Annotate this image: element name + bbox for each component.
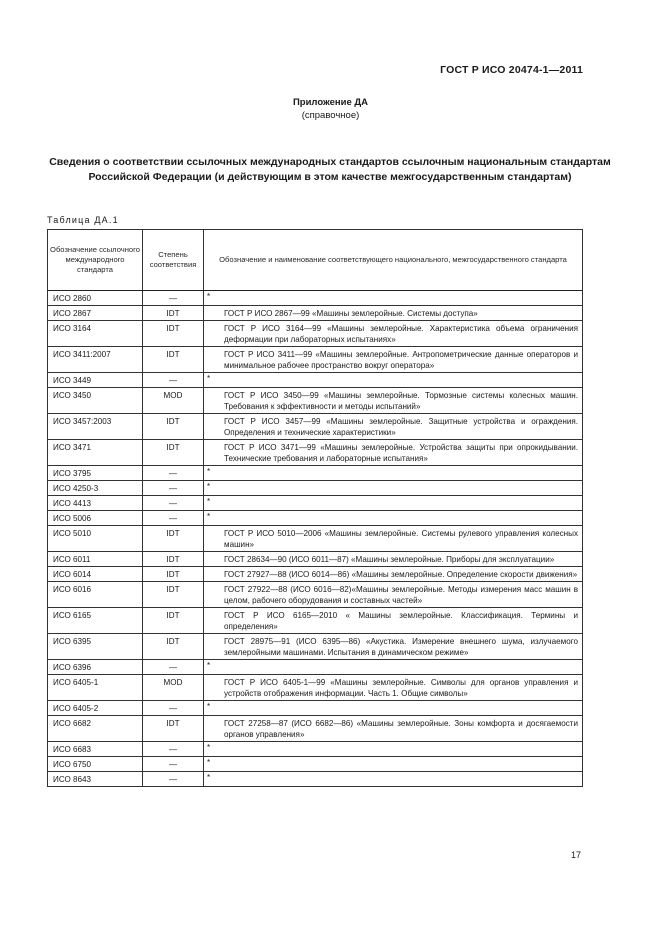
- national-standard-text: *: [207, 497, 211, 506]
- national-standard-text: *: [207, 773, 211, 782]
- national-standard-text: ГОСТ Р ИСО 3450—99 «Машины землеройные. Тормозные системы колесных машин. Требования к эффективности и методы испытаний»: [224, 391, 578, 411]
- degree-cell: —: [143, 291, 204, 306]
- international-standard-cell: ИСО 3411:2007: [48, 347, 143, 373]
- degree-cell: —: [143, 757, 204, 772]
- international-standard-cell: ИСО 6682: [48, 716, 143, 742]
- degree-cell: —: [143, 701, 204, 716]
- international-standard-cell: ИСО 2860: [48, 291, 143, 306]
- national-standard-text: *: [207, 661, 211, 670]
- international-standard-cell: ИСО 3471: [48, 440, 143, 466]
- degree-cell: —: [143, 511, 204, 526]
- national-standard-cell: [204, 414, 583, 440]
- national-standard-text: *: [207, 743, 211, 752]
- table-row: [48, 552, 583, 567]
- degree-cell: IDT: [143, 582, 204, 608]
- international-standard-cell: ИСО 6396: [48, 660, 143, 675]
- international-standard-cell: ИСО 8643: [48, 772, 143, 787]
- national-standard-cell: [204, 481, 583, 496]
- international-standard-cell: ИСО 3795: [48, 466, 143, 481]
- international-standard-cell: ИСО 4413: [48, 496, 143, 511]
- table-row: [48, 347, 583, 373]
- table-row: [48, 466, 583, 481]
- national-standard-text: ГОСТ Р ИСО 3164—99 «Машины землеройные. Характеристика объема ограничения деформации при лабораторных испытаниях»: [224, 324, 578, 344]
- page-number: 17: [570, 850, 581, 860]
- national-standard-text: ГОСТ Р ИСО 3457—99 «Машины землеройные. Защитные устройства и ограждения. Определения и технические характеристики»: [224, 417, 578, 437]
- table-row: [48, 496, 583, 511]
- national-standard-text: ГОСТ 28975—91 (ИСО 6395—86) «Акустика. Измерение внешнего шума, излучаемого землеройными машинами. Испытания в динамическом режиме»: [224, 637, 578, 657]
- table-row: [48, 772, 583, 787]
- national-standard-cell: [204, 347, 583, 373]
- degree-cell: MOD: [143, 388, 204, 414]
- degree-cell: IDT: [143, 634, 204, 660]
- national-standard-text: ГОСТ Р ИСО 3471—99 «Машины землеройные. Устройства защиты при опрокидывании. Технические требования и лабораторные испытания»: [224, 443, 578, 463]
- degree-cell: —: [143, 373, 204, 388]
- international-standard-cell: ИСО 3164: [48, 321, 143, 347]
- table-row: [48, 675, 583, 701]
- appendix-title: Приложение ДА: [292, 97, 369, 108]
- national-standard-cell: [204, 466, 583, 481]
- document-code: ГОСТ Р ИСО 20474-1—2011: [440, 64, 583, 76]
- national-standard-cell: [204, 567, 583, 582]
- table-row: [48, 388, 583, 414]
- national-standard-cell: [204, 321, 583, 347]
- national-standard-cell: [204, 552, 583, 567]
- national-standard-cell: [204, 772, 583, 787]
- national-standard-cell: [204, 757, 583, 772]
- degree-cell: —: [143, 660, 204, 675]
- international-standard-cell: ИСО 6405-1: [48, 675, 143, 701]
- degree-cell: IDT: [143, 608, 204, 634]
- degree-cell: IDT: [143, 567, 204, 582]
- international-standard-cell: ИСО 6405-2: [48, 701, 143, 716]
- international-standard-cell: ИСО 3449: [48, 373, 143, 388]
- national-standard-text: ГОСТ 27258—87 (ИСО 6682—86) «Машины землеройные. Зоны комфорта и досягаемости органов управления»: [224, 719, 578, 739]
- national-standard-text: ГОСТ 28634—90 (ИСО 6011—87) «Машины землеройные. Приборы для эксплуатации»: [224, 555, 555, 564]
- international-standard-cell: ИСО 6165: [48, 608, 143, 634]
- table-row: [48, 634, 583, 660]
- national-standard-cell: [204, 526, 583, 552]
- national-standard-cell: [204, 634, 583, 660]
- degree-cell: IDT: [143, 716, 204, 742]
- national-standard-text: ГОСТ 27922—88 (ИСО 6016—82)«Машины землеройные. Методы измерения масс машин в целом, рабочего оборудования и составных частей»: [224, 585, 578, 605]
- table-row: [48, 306, 583, 321]
- national-standard-text: *: [207, 758, 211, 767]
- table-row: [48, 660, 583, 675]
- national-standard-cell: [204, 716, 583, 742]
- degree-cell: IDT: [143, 414, 204, 440]
- international-standard-cell: ИСО 6011: [48, 552, 143, 567]
- national-standard-cell: [204, 582, 583, 608]
- national-standard-text: *: [207, 512, 211, 521]
- national-standard-text: *: [207, 467, 211, 476]
- table-row: [48, 321, 583, 347]
- national-standard-cell: [204, 608, 583, 634]
- table-row: [48, 373, 583, 388]
- international-standard-cell: ИСО 6395: [48, 634, 143, 660]
- column-header-degree: Степень соответствия: [143, 230, 204, 291]
- degree-cell: IDT: [143, 552, 204, 567]
- international-standard-cell: ИСО 2867: [48, 306, 143, 321]
- degree-cell: —: [143, 466, 204, 481]
- international-standard-cell: ИСО 6016: [48, 582, 143, 608]
- national-standard-text: *: [207, 702, 211, 711]
- national-standard-cell: [204, 742, 583, 757]
- national-standard-cell: [204, 496, 583, 511]
- national-standard-cell: [204, 701, 583, 716]
- table-row: [48, 414, 583, 440]
- national-standard-text: ГОСТ Р ИСО 5010—2006 «Машины землеройные. Системы рулевого управления колесных машин»: [224, 529, 578, 549]
- table-row: [48, 582, 583, 608]
- table-row: [48, 567, 583, 582]
- national-standard-cell: [204, 306, 583, 321]
- international-standard-cell: ИСО 4250-3: [48, 481, 143, 496]
- degree-cell: IDT: [143, 347, 204, 373]
- national-standard-text: *: [207, 292, 211, 301]
- national-standard-text: ГОСТ 27927—88 (ИСО 6014—86) «Машины землеройные. Определение скорости движения»: [224, 570, 578, 579]
- column-header-international-standard: Обозначение ссылочного международного стандарта: [48, 230, 143, 291]
- national-standard-cell: [204, 675, 583, 701]
- column-header-national-standard: Обозначение и наименование соответствующего национального, межгосударственного стандарта: [204, 230, 583, 291]
- table-row: [48, 742, 583, 757]
- national-standard-cell: [204, 511, 583, 526]
- appendix-heading: [0, 96, 661, 122]
- national-standard-text: ГОСТ Р ИСО 6405-1—99 «Машины землеройные. Символы для органов управления и устройств отображения информации. Часть 1. Общие символы»: [224, 678, 578, 698]
- section-title: Сведения о соответствии ссылочных международных стандартов ссылочным национальным стандартам Российской Федерации (и действующим в этом качестве межгосударственным стандартам): [49, 156, 611, 183]
- national-standard-text: ГОСТ Р ИСО 2867—99 «Машины землеройные. Системы доступа»: [224, 309, 478, 318]
- degree-cell: MOD: [143, 675, 204, 701]
- degree-cell: —: [143, 481, 204, 496]
- international-standard-cell: ИСО 6683: [48, 742, 143, 757]
- table-row: [48, 526, 583, 552]
- degree-cell: —: [143, 742, 204, 757]
- appendix-subtitle: (справочное): [301, 110, 360, 121]
- national-standard-text: *: [207, 482, 211, 491]
- standards-table: [47, 229, 583, 787]
- international-standard-cell: ИСО 5010: [48, 526, 143, 552]
- international-standard-cell: ИСО 5006: [48, 511, 143, 526]
- table-row: [48, 511, 583, 526]
- degree-cell: —: [143, 496, 204, 511]
- international-standard-cell: ИСО 6750: [48, 757, 143, 772]
- national-standard-cell: [204, 660, 583, 675]
- table-caption: Таблица ДА.1: [47, 215, 119, 225]
- table-row: [48, 481, 583, 496]
- table-row: [48, 608, 583, 634]
- national-standard-cell: [204, 440, 583, 466]
- degree-cell: IDT: [143, 321, 204, 347]
- national-standard-cell: [204, 373, 583, 388]
- table-row: [48, 757, 583, 772]
- table-row: [48, 701, 583, 716]
- degree-cell: —: [143, 772, 204, 787]
- international-standard-cell: ИСО 3450: [48, 388, 143, 414]
- national-standard-cell: [204, 291, 583, 306]
- international-standard-cell: ИСО 6014: [48, 567, 143, 582]
- degree-cell: IDT: [143, 306, 204, 321]
- table-header-row: [48, 230, 583, 291]
- degree-cell: IDT: [143, 526, 204, 552]
- national-standard-text: *: [207, 374, 211, 383]
- table-row: [48, 440, 583, 466]
- national-standard-text: ГОСТ Р ИСО 3411—99 «Машины землеройные. Антропометрические данные операторов и минимальное рабочее пространство вокруг оператора»: [224, 350, 578, 370]
- national-standard-text: ГОСТ Р ИСО 6165—2010 « Машины землеройные. Классификация. Термины и определения»: [224, 611, 578, 631]
- national-standard-cell: [204, 388, 583, 414]
- degree-cell: IDT: [143, 440, 204, 466]
- international-standard-cell: ИСО 3457:2003: [48, 414, 143, 440]
- table-row: [48, 716, 583, 742]
- table-row: [48, 291, 583, 306]
